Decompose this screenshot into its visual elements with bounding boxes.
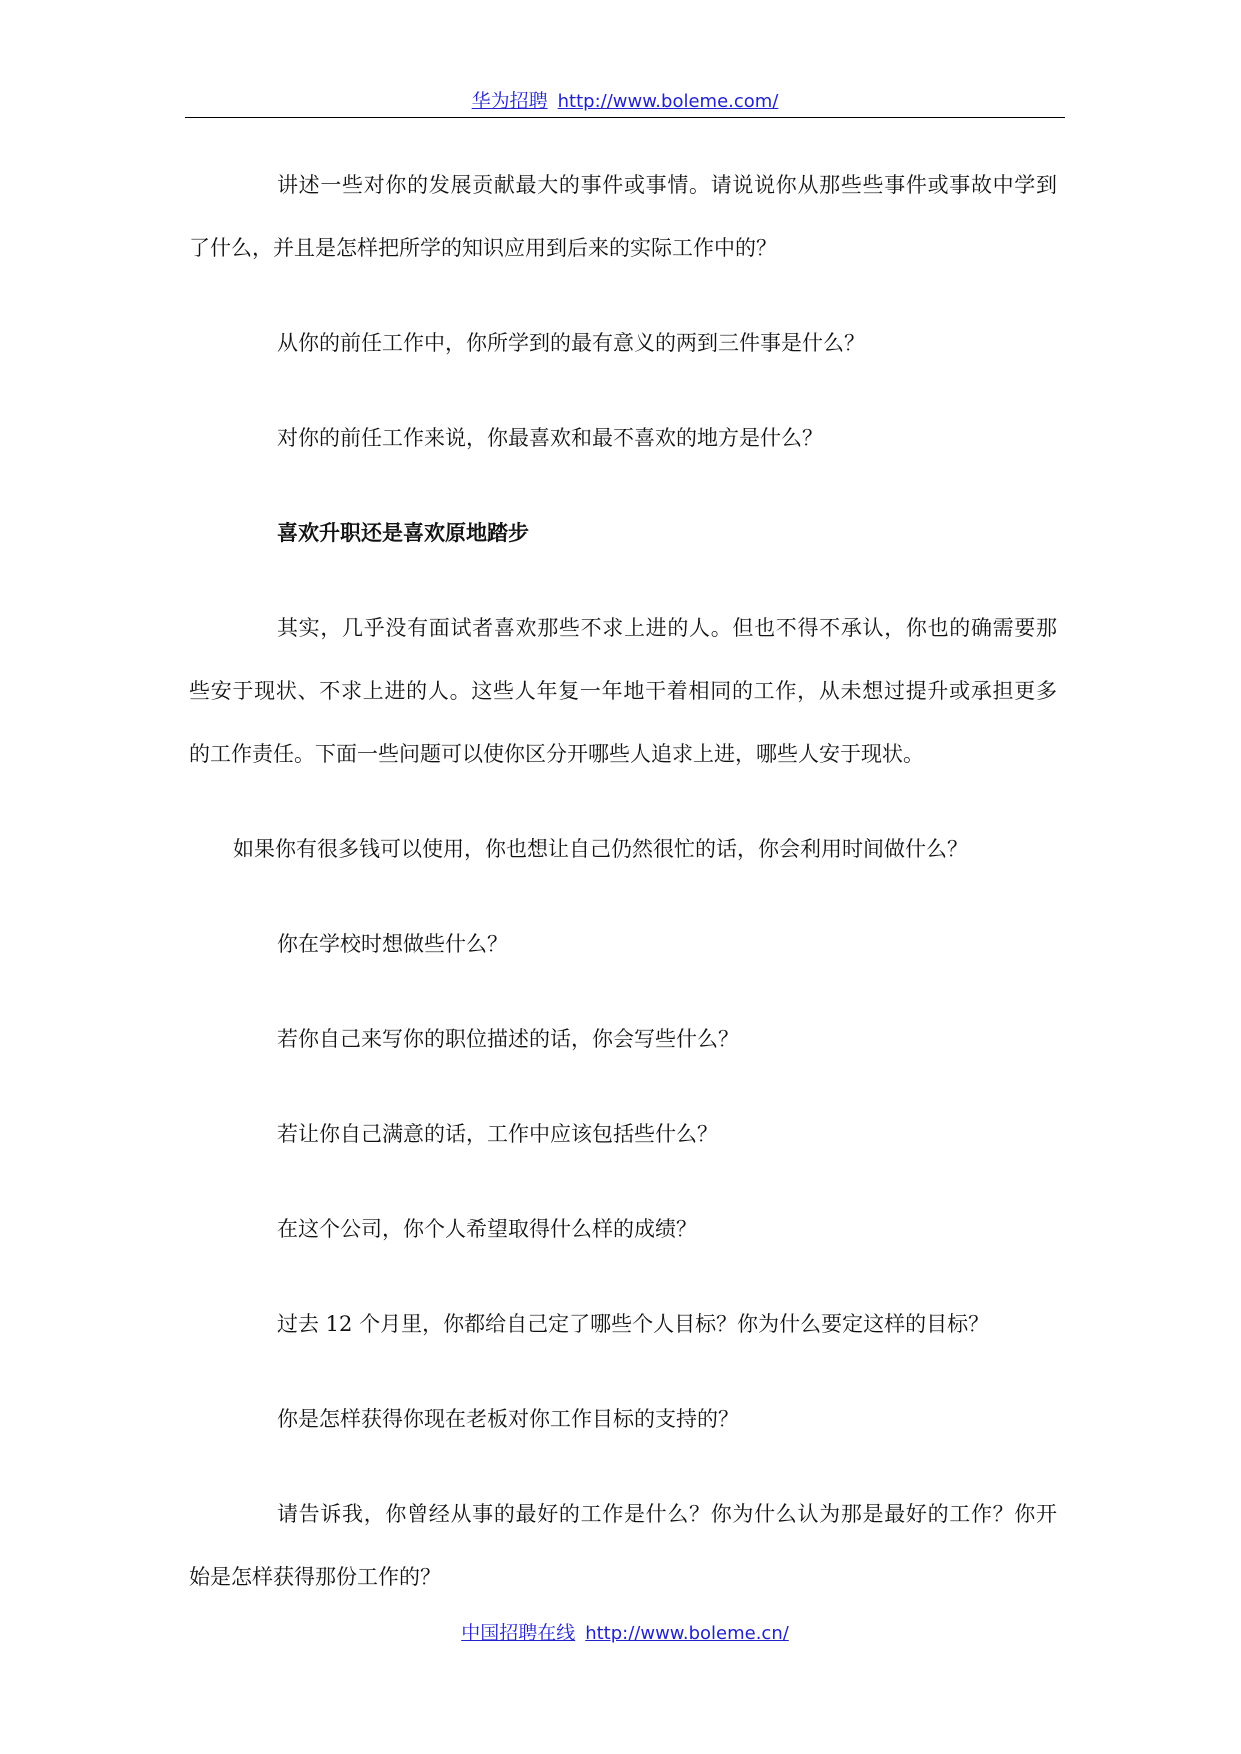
- header-site-link[interactable]: 华为招聘: [471, 90, 548, 112]
- page-header: [185, 89, 1065, 114]
- question-line: 你在学校时想做些什么？: [277, 932, 508, 956]
- question-line: 从你的前任工作中，你所学到的最有意义的两到三件事是什么？: [277, 331, 865, 355]
- header-url-link[interactable]: http://www.boleme.com/: [557, 91, 779, 112]
- section-heading: 喜欢升职还是喜欢原地踏步: [277, 521, 529, 545]
- paragraph-line: 讲述一些对你的发展贡献最大的事件或事情。请说说你从那些些事件或事故中学到: [277, 173, 1057, 197]
- question-line: 你是怎样获得你现在老板对你工作目标的支持的？: [277, 1407, 739, 1431]
- page-footer: [185, 1621, 1065, 1646]
- paragraph-line: 其实，几乎没有面试者喜欢那些不求上进的人。但也不得不承认，你也的确需要那: [277, 616, 1057, 640]
- question-line: 若让你自己满意的话，工作中应该包括些什么？: [277, 1122, 718, 1146]
- paragraph-line: 的工作责任。下面一些问题可以使你区分开哪些人追求上进，哪些人安于现状。: [189, 742, 924, 766]
- question-line: 过去 12 个月里，你都给自己定了哪些个人目标？你为什么要定这样的目标？: [277, 1312, 990, 1336]
- footer-url-link[interactable]: http://www.boleme.cn/: [585, 1623, 789, 1644]
- question-line: 在这个公司，你个人希望取得什么样的成绩？: [277, 1217, 697, 1241]
- paragraph-line: 始是怎样获得那份工作的？: [189, 1565, 441, 1589]
- header-divider: [185, 117, 1065, 118]
- paragraph-line: 些安于现状、不求上进的人。这些人年复一年地干着相同的工作，从未想过提升或承担更多: [189, 679, 1057, 703]
- question-line: 如果你有很多钱可以使用，你也想让自己仍然很忙的话，你会利用时间做什么？: [233, 837, 968, 861]
- question-line: 对你的前任工作来说，你最喜欢和最不喜欢的地方是什么？: [277, 426, 823, 450]
- paragraph-line: 请告诉我，你曾经从事的最好的工作是什么？你为什么认为那是最好的工作？你开: [277, 1502, 1057, 1526]
- paragraph-line: 了什么，并且是怎样把所学的知识应用到后来的实际工作中的？: [189, 236, 777, 260]
- question-line: 若你自己来写你的职位描述的话，你会写些什么？: [277, 1027, 739, 1051]
- footer-site-link[interactable]: 中国招聘在线: [461, 1622, 576, 1644]
